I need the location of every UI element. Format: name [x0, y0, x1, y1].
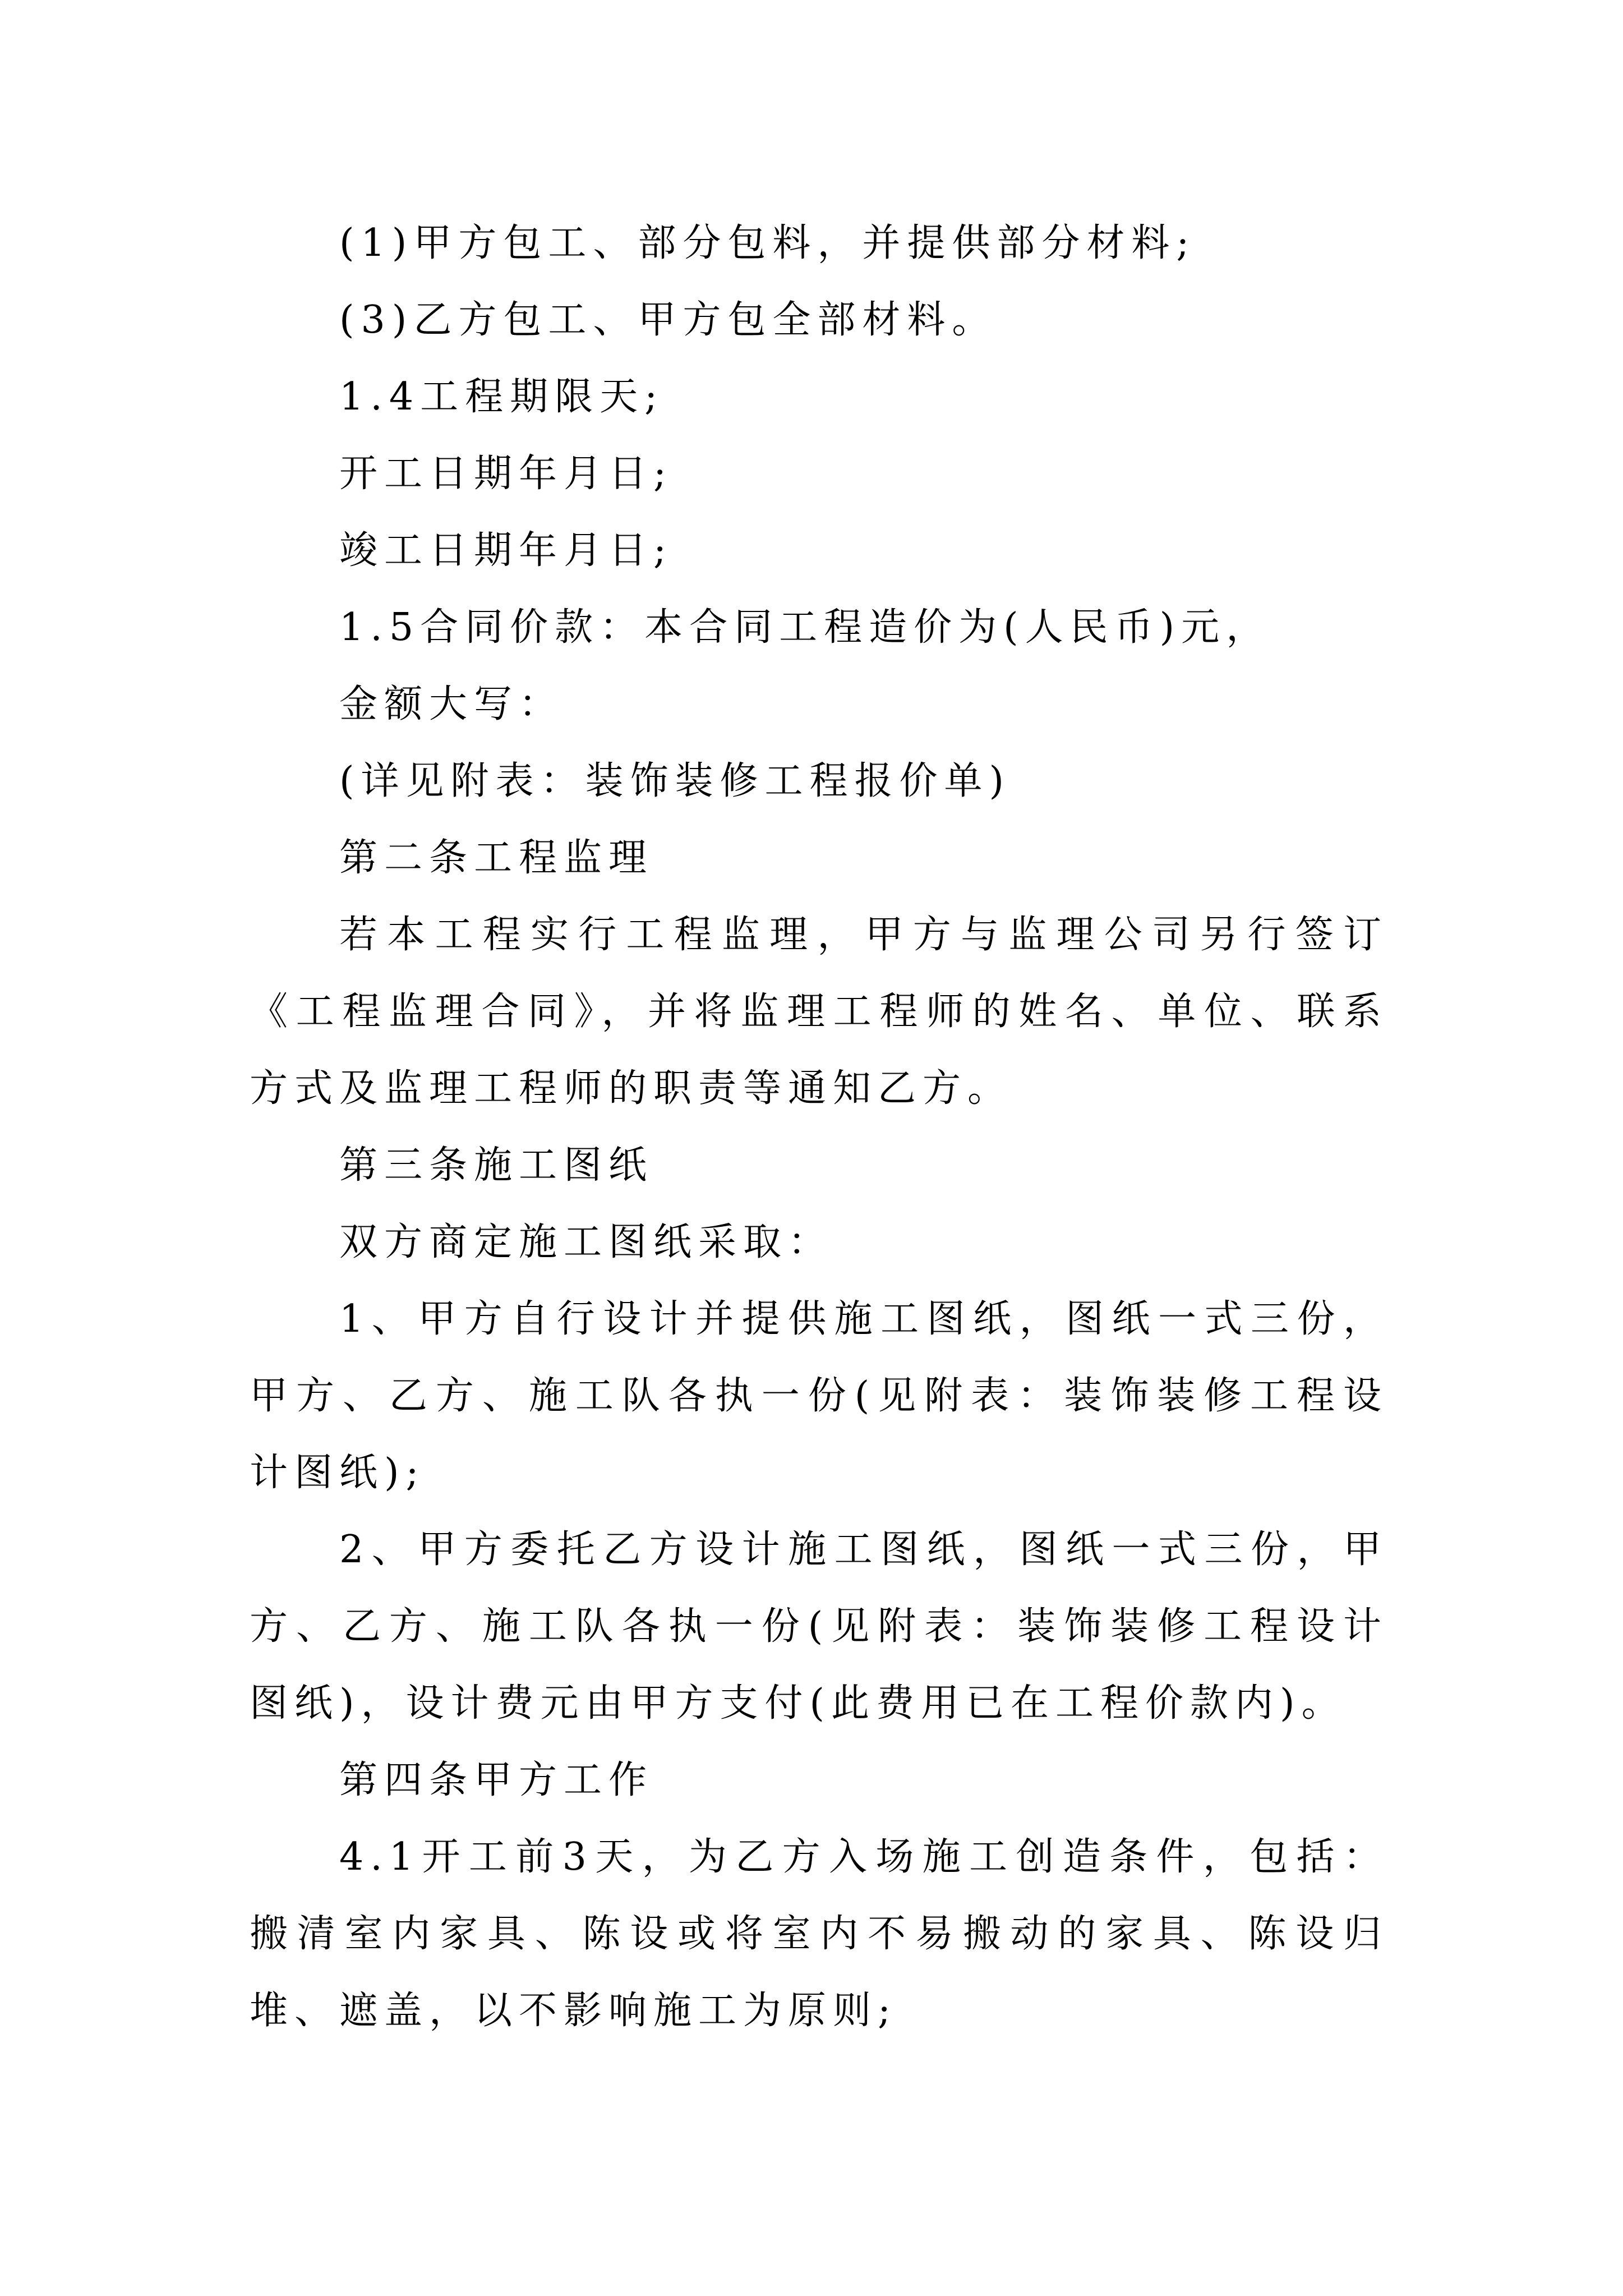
clause-drawings-intro: 双方商定施工图纸采取：: [339, 1220, 833, 1264]
clause-supervision: 若本工程实行工程监理，甲方与监理公司另行签订《工程监理合同》，并将监理工程师的姓名、单位、联系方式及监理工程师的职责等通知乙方。: [250, 913, 1388, 1111]
clause-price-attachment: (详见附表：装饰装修工程报价单): [339, 759, 1011, 803]
contract-body: [250, 205, 1388, 2049]
clause-party-a-duty-4-1: 4.1开工前3天，为乙方入场施工创造条件，包括：搬清室内家具、陈设或将室内不易搬动的家具、陈设归堆、遮盖，以不影响施工为原则;: [250, 1835, 1388, 2033]
clause-start-date: 开工日期年月日;: [339, 452, 673, 496]
clause-completion-date: 竣工日期年月日;: [339, 528, 673, 573]
clause-amount-in-words: 金额大写：: [339, 682, 564, 726]
clause-contract-mode-3: (3)乙方包工、甲方包全部材料。: [339, 298, 997, 342]
clause-drawings-option-2: 2、甲方委托乙方设计施工图纸，图纸一式三份，甲方、乙方、施工队各执一份(见附表：装饰装修工程设计图纸)，设计费元由甲方支付(此费用已在工程价款内)。: [250, 1527, 1388, 1726]
section-heading-party-a-duties: 第四条甲方工作: [339, 1758, 654, 1802]
clause-contract-mode-1: (1)甲方包工、部分包料，并提供部分材料;: [339, 221, 1196, 265]
clause-contract-price: 1.5合同价款：本合同工程造价为(人民币)元，: [339, 605, 1271, 650]
clause-drawings-option-1: 1、甲方自行设计并提供施工图纸，图纸一式三份，甲方、乙方、施工队各执一份(见附表：装饰装修工程设计图纸);: [250, 1297, 1388, 1495]
section-heading-drawings: 第三条施工图纸: [339, 1143, 654, 1188]
section-heading-supervision: 第二条工程监理: [339, 836, 654, 880]
clause-duration: 1.4工程期限天;: [339, 375, 665, 419]
